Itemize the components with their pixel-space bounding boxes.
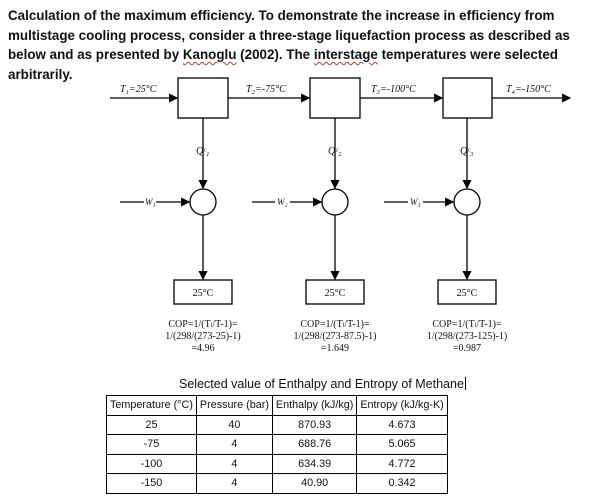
cop-1-line-1: COP=1/(Tₗ/T-1)= — [168, 319, 238, 330]
table-header-row — [107, 396, 448, 416]
cell-enthalpy: 40.90 — [272, 474, 356, 494]
cell-temperature: 25 — [107, 415, 197, 435]
cop-1-line-2: 1/(298/(273-25)-1) — [165, 331, 241, 342]
table-row — [107, 435, 448, 455]
cell-enthalpy: 870.93 — [272, 415, 356, 435]
header-pressure: Pressure (bar) — [196, 396, 272, 416]
refrigerator-1 — [190, 189, 216, 215]
intro-text-2: (2002). The — [236, 47, 314, 62]
cell-pressure: 4 — [196, 474, 272, 494]
heat-exchanger-2 — [310, 78, 360, 118]
cell-enthalpy: 688.76 — [272, 435, 356, 455]
reservoir-temp-3: 25°C — [456, 288, 478, 299]
header-entropy: Entropy (kJ/kg-K) — [357, 396, 447, 416]
intro-text-1: Calculation of the maximum efficiency. To demonstrate the increase in efficiency from multistage cooling process, consider a three-stage liquefaction process as described as below and as presented by — [8, 8, 570, 62]
cell-entropy: 4.673 — [357, 415, 447, 435]
interstage-word: interstage — [313, 47, 378, 62]
author-name: Kanoglu — [182, 47, 237, 62]
temp-label-2: T₂=-75°C — [246, 84, 286, 95]
text-cursor — [465, 377, 466, 390]
methane-properties-table — [106, 395, 448, 494]
cell-entropy: 0.342 — [357, 474, 447, 494]
cop-2-line-1: COP=1/(Tₗ/T-1)= — [300, 319, 370, 330]
cell-entropy: 4.772 — [357, 454, 447, 474]
cell-temperature: -100 — [107, 454, 197, 474]
table-title-text: Selected value of Enthalpy and Entropy of Methane — [179, 377, 464, 391]
reservoir-temp-1: 25°C — [192, 288, 214, 299]
reservoir-temp-2: 25°C — [324, 288, 346, 299]
cell-pressure: 40 — [196, 415, 272, 435]
cell-entropy: 5.065 — [357, 435, 447, 455]
cell-temperature: -150 — [107, 474, 197, 494]
temp-label-3: T₃=-100°C — [371, 84, 416, 95]
heat-exchanger-1 — [178, 78, 228, 118]
temp-label-1: T₁=25°C — [120, 84, 157, 95]
cell-temperature: -75 — [107, 435, 197, 455]
work-label-2: W₂ — [277, 197, 288, 207]
table-row — [107, 454, 448, 474]
cell-pressure: 4 — [196, 454, 272, 474]
table-row — [107, 474, 448, 494]
refrigerator-2 — [322, 189, 348, 215]
header-enthalpy: Enthalpy (kJ/kg) — [272, 396, 356, 416]
header-temperature: Temperature (°C) — [107, 396, 197, 416]
work-label-1: W₁ — [145, 197, 156, 207]
intro-text-3: temperatures were selected arbitrarily. — [8, 47, 558, 82]
cop-3-result: =0.987 — [452, 343, 482, 354]
cop-1-result: =4.96 — [191, 343, 215, 354]
heat-label-2: Qᶜ₂ — [328, 146, 342, 157]
heat-exchanger-3 — [443, 78, 492, 118]
work-label-3: W₃ — [410, 197, 421, 207]
cop-2-line-2: 1/(298/(273-87.5)-1) — [293, 331, 377, 342]
table-row — [107, 415, 448, 435]
cop-3-line-1: COP=1/(Tₗ/T-1)= — [432, 319, 502, 330]
heat-label-1: Qᶜ₁ — [196, 146, 210, 157]
heat-label-3: Qᶜ₃ — [460, 146, 474, 157]
refrigerator-3 — [454, 189, 480, 215]
cop-3-line-2: 1/(298/(273-125)-1) — [426, 331, 508, 342]
cell-pressure: 4 — [196, 435, 272, 455]
temp-label-4: T₄=-150°C — [506, 84, 551, 95]
cell-enthalpy: 634.39 — [272, 454, 356, 474]
table-title — [179, 377, 466, 391]
cop-2-result: =1.649 — [320, 343, 350, 354]
